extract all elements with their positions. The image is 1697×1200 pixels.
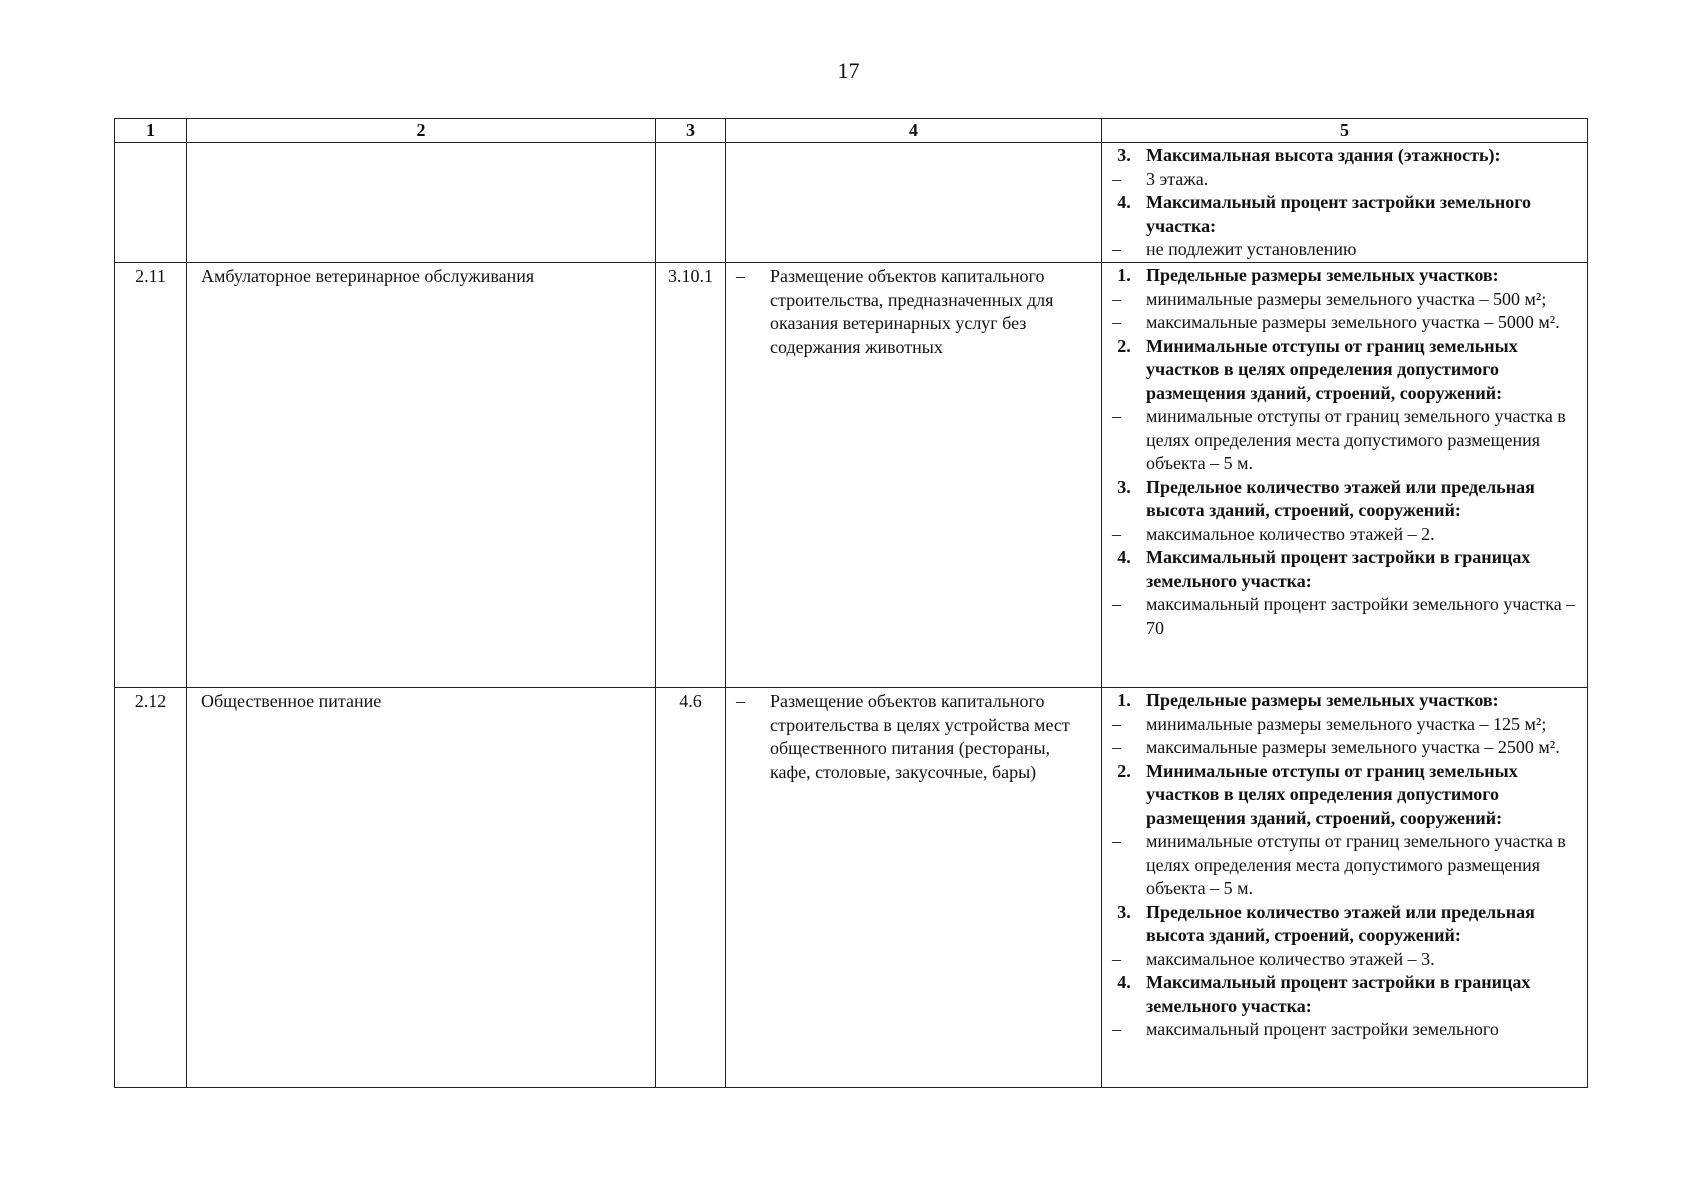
list-number: 4. xyxy=(1117,192,1131,212)
parameter-text: максимальный процент застройки земельного xyxy=(1146,1019,1499,1039)
use-type-code: 4.6 xyxy=(656,688,726,1088)
parameter-heading xyxy=(1102,264,1583,288)
description-dash: – xyxy=(736,691,745,711)
parameter-value xyxy=(1102,523,1583,547)
parameter-text: минимальные размеры земельного участка – 125 м²; xyxy=(1146,713,1547,734)
parameter-text: минимальные отступы от границ земельного участка в целях определения места допустимого размещения объекта – 5 м. xyxy=(1146,831,1566,898)
table-row xyxy=(115,688,1588,1088)
list-dash: – xyxy=(1112,594,1121,614)
parameter-heading xyxy=(1102,191,1583,238)
list-dash: – xyxy=(1112,168,1121,189)
parameter-value xyxy=(1102,736,1583,760)
list-number: 1. xyxy=(1117,690,1131,710)
parameter-value xyxy=(1102,405,1583,476)
use-type-description xyxy=(726,143,1102,263)
use-type-name: Общественное питание xyxy=(187,688,656,1088)
table-row xyxy=(115,143,1588,263)
list-dash: – xyxy=(1112,523,1121,544)
list-number: 3. xyxy=(1117,901,1131,922)
parameter-heading xyxy=(1102,144,1583,168)
parameter-heading xyxy=(1102,546,1583,593)
parameter-text: Предельные размеры земельных участков: xyxy=(1146,265,1499,285)
list-dash: – xyxy=(1112,1019,1121,1039)
use-type-description xyxy=(726,263,1102,688)
parameter-text: Предельное количество этажей или предельная высота зданий, строений, сооружений: xyxy=(1146,901,1535,945)
description-dash: – xyxy=(736,266,745,286)
list-dash: – xyxy=(1112,713,1121,734)
list-number: 2. xyxy=(1117,335,1131,356)
parameter-value xyxy=(1102,1018,1583,1042)
use-type-name: Амбулаторное ветеринарное обслуживания xyxy=(187,263,656,688)
list-dash: – xyxy=(1112,406,1121,426)
parameters-cell xyxy=(1102,688,1588,1088)
parameter-value xyxy=(1102,830,1583,901)
parameter-heading xyxy=(1102,971,1583,1018)
page-number: 17 xyxy=(837,58,860,83)
parameters-cell xyxy=(1102,263,1588,688)
header-col-5: 5 xyxy=(1102,119,1588,143)
parameter-value xyxy=(1102,593,1583,640)
list-number: 4. xyxy=(1117,972,1131,992)
row-number xyxy=(115,143,187,263)
header-col-2: 2 xyxy=(187,119,656,143)
description-text: Размещение объектов капитального строительства, предназначенных для оказания ветеринарных услуг без содержания животных xyxy=(770,266,1054,357)
parameter-text: минимальные размеры земельного участка – 500 м²; xyxy=(1146,288,1547,309)
zoning-table xyxy=(114,118,1588,1088)
parameter-text: Максимальный процент застройки в границах земельного участка: xyxy=(1146,547,1531,591)
parameter-heading xyxy=(1102,689,1583,713)
parameter-text: Максимальный процент застройки земельного участка: xyxy=(1146,192,1532,236)
parameter-heading xyxy=(1102,760,1583,831)
use-type-code xyxy=(656,143,726,263)
parameter-text: максимальное количество этажей – 2. xyxy=(1146,523,1435,544)
parameter-text: Максимальный процент застройки в границах земельного участка: xyxy=(1146,972,1531,1016)
use-type-code: 3.10.1 xyxy=(656,263,726,688)
header-row xyxy=(115,119,1588,143)
list-number: 3. xyxy=(1117,476,1131,497)
parameter-heading xyxy=(1102,476,1583,523)
list-number: 3. xyxy=(1117,145,1131,165)
parameter-value xyxy=(1102,713,1583,737)
parameter-text: Максимальная высота здания (этажность): xyxy=(1146,145,1501,165)
list-dash: – xyxy=(1112,239,1121,259)
parameter-heading xyxy=(1102,335,1583,406)
parameter-text: Предельные размеры земельных участков: xyxy=(1146,690,1499,710)
list-dash: – xyxy=(1112,831,1121,851)
list-dash: – xyxy=(1112,312,1121,332)
header-col-4: 4 xyxy=(726,119,1102,143)
parameter-text: минимальные отступы от границ земельного участка в целях определения места допустимого размещения объекта – 5 м. xyxy=(1146,406,1566,473)
list-dash: – xyxy=(1112,288,1121,309)
parameter-text: максимальные размеры земельного участка – 2500 м². xyxy=(1146,737,1560,757)
list-number: 4. xyxy=(1117,547,1131,567)
list-dash: – xyxy=(1112,948,1121,969)
parameter-text: максимальные размеры земельного участка – 5000 м². xyxy=(1146,312,1560,332)
parameter-text: максимальное количество этажей – 3. xyxy=(1146,948,1435,969)
parameter-value xyxy=(1102,168,1583,192)
parameter-text: Минимальные отступы от границ земельных участков в целях определения допустимого размещения зданий, строений, сооружений: xyxy=(1146,760,1518,828)
list-dash: – xyxy=(1112,737,1121,757)
description-text: Размещение объектов капитального строительства в целях устройства мест общественного питания (рестораны, кафе, столовые, закусочные, бары) xyxy=(770,691,1070,782)
row-number: 2.12 xyxy=(115,688,187,1088)
header-col-3: 3 xyxy=(656,119,726,143)
parameter-text: 3 этажа. xyxy=(1146,168,1209,189)
parameters-cell xyxy=(1102,143,1588,263)
list-number: 2. xyxy=(1117,760,1131,781)
parameter-value xyxy=(1102,238,1583,262)
table-row xyxy=(115,263,1588,688)
parameter-value xyxy=(1102,288,1583,312)
parameter-value xyxy=(1102,948,1583,972)
parameter-text: не подлежит установлению xyxy=(1146,239,1357,259)
parameter-text: Предельное количество этажей или предельная высота зданий, строений, сооружений: xyxy=(1146,476,1535,520)
list-number: 1. xyxy=(1117,265,1131,285)
parameter-value xyxy=(1102,311,1583,335)
use-type-description xyxy=(726,688,1102,1088)
header-col-1: 1 xyxy=(115,119,187,143)
row-number: 2.11 xyxy=(115,263,187,688)
use-type-name xyxy=(187,143,656,263)
parameter-heading xyxy=(1102,901,1583,948)
parameter-text: максимальный процент застройки земельного участка – 70 xyxy=(1146,594,1576,638)
parameter-text: Минимальные отступы от границ земельных участков в целях определения допустимого размещения зданий, строений, сооружений: xyxy=(1146,335,1518,403)
